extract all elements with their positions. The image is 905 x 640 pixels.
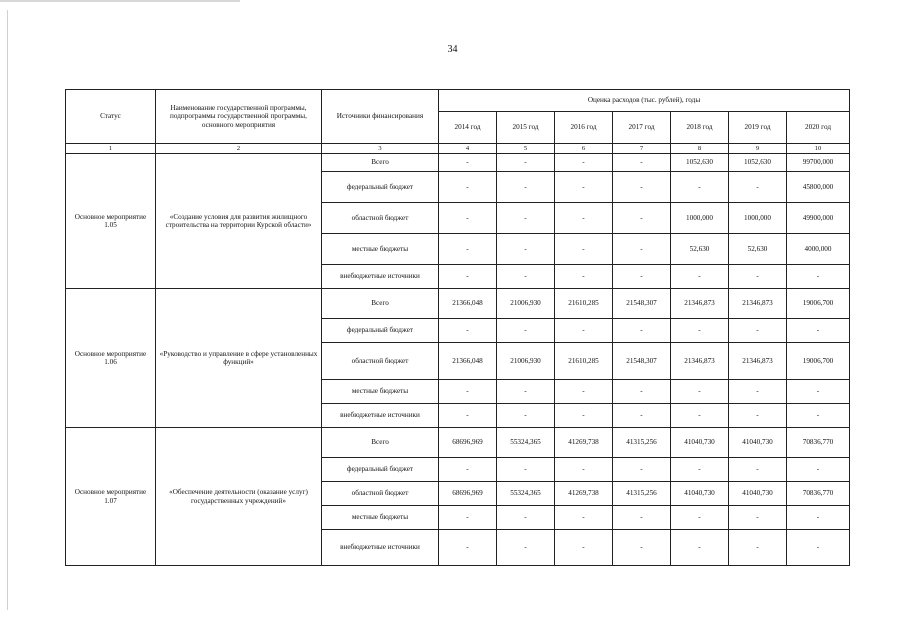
value-cell: - [613, 154, 671, 172]
table-row [66, 428, 850, 458]
program-name-cell: «Создание условия для развития жилищного строительства на территории Курской области» [156, 154, 322, 289]
column-number: 6 [555, 144, 613, 154]
value-cell: - [729, 404, 787, 428]
value-cell: 52,630 [729, 234, 787, 265]
value-cell: 1000,000 [671, 203, 729, 234]
status-cell: Основное мероприятие 1.06 [66, 289, 156, 428]
value-cell: 21366,048 [439, 289, 497, 319]
header-year: 2018 год [671, 112, 729, 144]
status-cell: Основное мероприятие 1.05 [66, 154, 156, 289]
funding-source-cell: внебюджетные источники [322, 404, 439, 428]
value-cell: - [787, 319, 850, 343]
funding-source-cell: федеральный бюджет [322, 458, 439, 482]
funding-source-cell: областной бюджет [322, 482, 439, 506]
value-cell: 19006,700 [787, 289, 850, 319]
value-cell: - [497, 458, 555, 482]
value-cell: - [671, 319, 729, 343]
value-cell: - [497, 154, 555, 172]
value-cell: - [613, 319, 671, 343]
value-cell: - [497, 380, 555, 404]
value-cell: - [439, 458, 497, 482]
value-cell: - [729, 172, 787, 203]
value-cell: - [439, 203, 497, 234]
funding-source-cell: федеральный бюджет [322, 319, 439, 343]
table-row [66, 289, 850, 319]
value-cell: 55324,365 [497, 482, 555, 506]
value-cell: - [497, 404, 555, 428]
value-cell: 21006,930 [497, 289, 555, 319]
column-number: 1 [66, 144, 156, 154]
value-cell: - [497, 172, 555, 203]
value-cell: - [787, 380, 850, 404]
column-number: 2 [156, 144, 322, 154]
value-cell: - [439, 265, 497, 289]
value-cell: 21346,873 [671, 343, 729, 380]
value-cell: - [555, 203, 613, 234]
value-cell: 45800,000 [787, 172, 850, 203]
funding-source-cell: внебюджетные источники [322, 530, 439, 566]
header-year: 2020 год [787, 112, 850, 144]
value-cell: 41040,730 [671, 482, 729, 506]
funding-source-cell: Всего [322, 289, 439, 319]
value-cell: 21548,307 [613, 289, 671, 319]
value-cell: 41269,738 [555, 482, 613, 506]
value-cell: 21006,930 [497, 343, 555, 380]
funding-source-cell: местные бюджеты [322, 234, 439, 265]
value-cell: - [729, 530, 787, 566]
value-cell: - [497, 265, 555, 289]
value-cell: - [729, 265, 787, 289]
value-cell: - [671, 506, 729, 530]
table-body [66, 154, 850, 566]
value-cell: 68696,969 [439, 482, 497, 506]
value-cell: - [613, 234, 671, 265]
value-cell: - [787, 265, 850, 289]
value-cell: 21346,873 [671, 289, 729, 319]
value-cell: - [671, 530, 729, 566]
value-cell: - [497, 319, 555, 343]
value-cell: 1052,630 [671, 154, 729, 172]
value-cell: 4000,000 [787, 234, 850, 265]
header-status: Статус [66, 90, 156, 144]
value-cell: - [671, 380, 729, 404]
value-cell: - [439, 506, 497, 530]
table-row [66, 154, 850, 172]
value-cell: - [613, 506, 671, 530]
value-cell: - [787, 458, 850, 482]
value-cell: - [555, 458, 613, 482]
value-cell: - [497, 506, 555, 530]
value-cell: - [439, 530, 497, 566]
header-year: 2019 год [729, 112, 787, 144]
value-cell: - [613, 380, 671, 404]
value-cell: - [613, 404, 671, 428]
column-number: 10 [787, 144, 850, 154]
column-number-row [66, 144, 850, 154]
value-cell: 49900,000 [787, 203, 850, 234]
scan-edge-top [0, 0, 240, 2]
funding-source-cell: Всего [322, 154, 439, 172]
column-number: 7 [613, 144, 671, 154]
funding-source-cell: Всего [322, 428, 439, 458]
header-estimate: Оценка расходов (тыс. рублей), годы [439, 90, 850, 112]
funding-source-cell: федеральный бюджет [322, 172, 439, 203]
value-cell: 99700,000 [787, 154, 850, 172]
header-year: 2015 год [497, 112, 555, 144]
header-sources: Источники финансирования [322, 90, 439, 144]
header-program-name: Наименование государственной программы, подпрограммы государственной программы, основного мероприятия [156, 90, 322, 144]
value-cell: - [555, 506, 613, 530]
program-name-cell: «Руководство и управление в сфере установленных функций» [156, 289, 322, 428]
value-cell: - [555, 530, 613, 566]
value-cell: 70836,770 [787, 428, 850, 458]
header-year: 2016 год [555, 112, 613, 144]
value-cell: - [729, 380, 787, 404]
value-cell: - [671, 172, 729, 203]
value-cell: 41040,730 [729, 482, 787, 506]
value-cell: 41315,256 [613, 428, 671, 458]
value-cell: - [787, 530, 850, 566]
value-cell: - [613, 172, 671, 203]
value-cell: - [439, 172, 497, 203]
column-number: 9 [729, 144, 787, 154]
value-cell: - [787, 506, 850, 530]
value-cell: - [439, 154, 497, 172]
funding-source-cell: областной бюджет [322, 343, 439, 380]
value-cell: 1052,630 [729, 154, 787, 172]
value-cell: - [613, 530, 671, 566]
column-number: 5 [497, 144, 555, 154]
value-cell: - [555, 404, 613, 428]
value-cell: - [439, 404, 497, 428]
value-cell: - [439, 380, 497, 404]
value-cell: - [729, 506, 787, 530]
program-name-cell: «Обеспечение деятельности (оказание услуг) государственных учреждений» [156, 428, 322, 566]
value-cell: - [555, 234, 613, 265]
column-number: 4 [439, 144, 497, 154]
value-cell: - [555, 380, 613, 404]
value-cell: - [671, 265, 729, 289]
value-cell: - [497, 530, 555, 566]
value-cell: 41040,730 [671, 428, 729, 458]
value-cell: - [729, 458, 787, 482]
value-cell: - [671, 458, 729, 482]
value-cell: 21346,873 [729, 289, 787, 319]
funding-source-cell: местные бюджеты [322, 506, 439, 530]
funding-source-cell: внебюджетные источники [322, 265, 439, 289]
column-number: 3 [322, 144, 439, 154]
value-cell: - [439, 234, 497, 265]
value-cell: - [787, 404, 850, 428]
value-cell: - [555, 154, 613, 172]
value-cell: - [497, 203, 555, 234]
column-number: 8 [671, 144, 729, 154]
value-cell: 52,630 [671, 234, 729, 265]
value-cell: - [613, 203, 671, 234]
value-cell: 21610,285 [555, 343, 613, 380]
value-cell: - [671, 404, 729, 428]
value-cell: - [729, 319, 787, 343]
value-cell: 19006,700 [787, 343, 850, 380]
header-year: 2014 год [439, 112, 497, 144]
value-cell: 1000,000 [729, 203, 787, 234]
funding-source-cell: областной бюджет [322, 203, 439, 234]
header-year: 2017 год [613, 112, 671, 144]
value-cell: 21610,285 [555, 289, 613, 319]
page-number: 34 [447, 44, 458, 55]
value-cell: - [439, 319, 497, 343]
value-cell: 21548,307 [613, 343, 671, 380]
value-cell: - [555, 172, 613, 203]
header-row-1 [66, 90, 850, 112]
value-cell: - [555, 319, 613, 343]
financing-table [65, 89, 850, 566]
scan-edge-left [7, 10, 8, 610]
value-cell: 41040,730 [729, 428, 787, 458]
value-cell: 55324,365 [497, 428, 555, 458]
funding-source-cell: местные бюджеты [322, 380, 439, 404]
value-cell: - [497, 234, 555, 265]
value-cell: 21366,048 [439, 343, 497, 380]
value-cell: 21346,873 [729, 343, 787, 380]
value-cell: 70836,770 [787, 482, 850, 506]
status-cell: Основное мероприятие 1.07 [66, 428, 156, 566]
value-cell: 41315,256 [613, 482, 671, 506]
value-cell: 68696,969 [439, 428, 497, 458]
value-cell: - [555, 265, 613, 289]
value-cell: - [613, 458, 671, 482]
value-cell: - [613, 265, 671, 289]
value-cell: 41269,738 [555, 428, 613, 458]
